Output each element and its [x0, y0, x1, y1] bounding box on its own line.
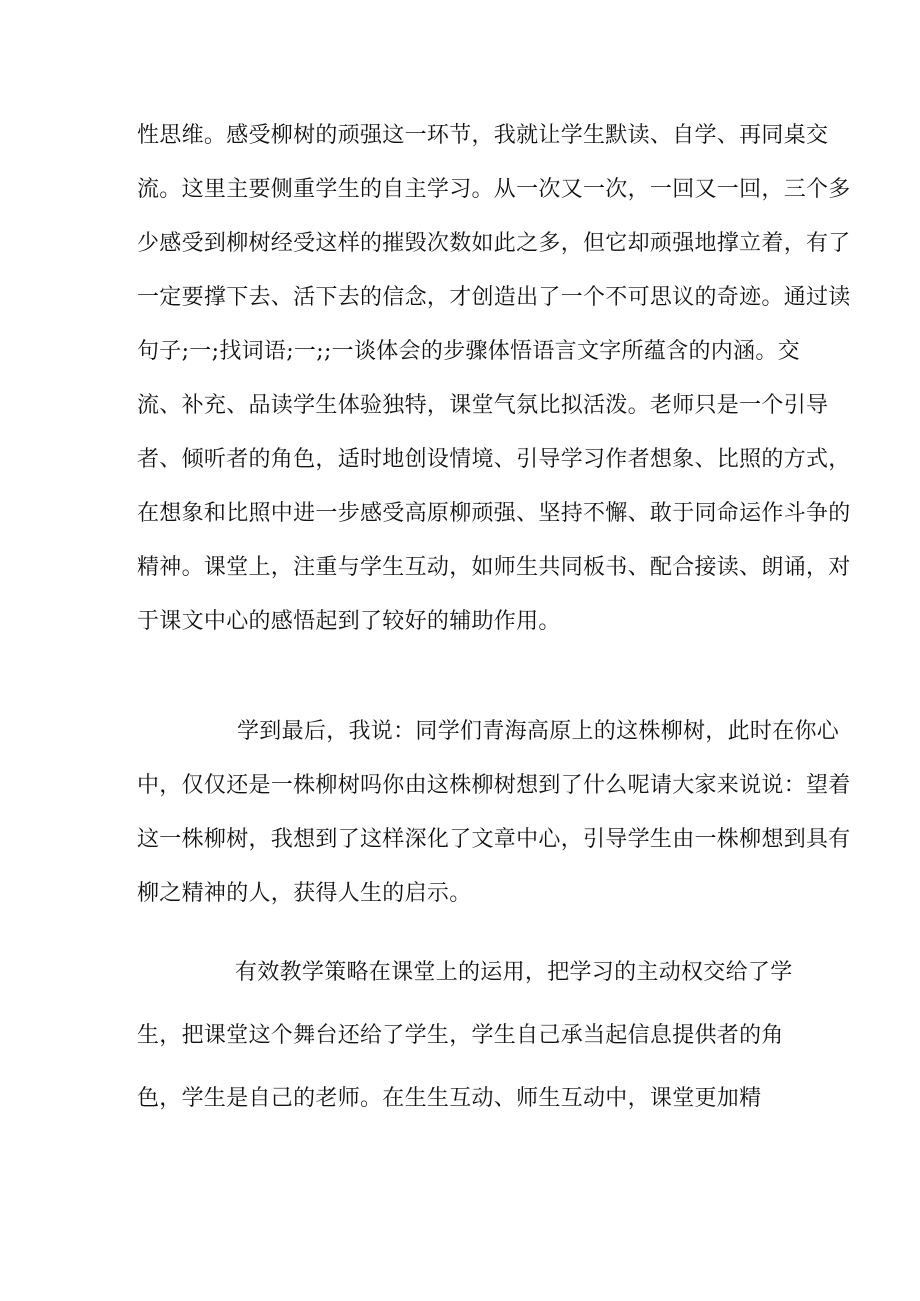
text-line: 这一株柳树，我想到了这样深化了文章中心，引导学生由一株柳想到具有	[137, 827, 851, 852]
text-line: 少感受到柳树经受这样的摧毁次数如此之多，但它却顽强地撑立着，有了	[137, 231, 851, 256]
text-line: 学到最后，我说：同学们青海高原上的这株柳树，此时在你心	[237, 719, 840, 744]
text-line: 柳之精神的人，获得人生的启示。	[137, 881, 472, 906]
text-line: 在想象和比照中进一步感受高原柳顽强、坚持不懈、敢于同命运作斗争的	[137, 501, 851, 526]
text-line: 者、倾听者的角色，适时地创设情境、引导学习作者想象、比照的方式，	[137, 447, 851, 472]
text-line: 生，把课堂这个舞台还给了学生，学生自己承当起信息提供者的角	[137, 1023, 784, 1048]
text-line: 于课文中心的感悟起到了较好的辅助作用。	[137, 609, 561, 634]
text-line: 色，学生是自己的老师。在生生互动、师生互动中，课堂更加精	[137, 1086, 762, 1111]
text-line: 性思维。感受柳树的顽强这一环节，我就让学生默读、自学、再同桌交	[137, 123, 829, 148]
text-line: 有效教学策略在课堂上的运用，把学习的主动权交给了学	[235, 960, 793, 985]
text-line: 精神。课堂上，注重与学生互动，如师生共同板书、配合接读、朗诵，对	[137, 555, 851, 580]
text-line: 一定要撑下去、活下去的信念，才创造出了一个不可思议的奇迹。通过读	[137, 285, 851, 310]
text-line: 句子;一;找词语;一;;一谈体会的步骤体悟语言文字所蕴含的内涵。交	[137, 339, 800, 364]
text-line: 中，仅仅还是一株柳树吗你由这株柳树想到了什么呢请大家来说说：望着	[137, 773, 851, 798]
text-line: 流、补充、品读学生体验独特，课堂气氛比拟活泼。老师只是一个引导	[137, 393, 829, 418]
text-line: 流。这里主要侧重学生的自主学习。从一次又一次，一回又一回，三个多	[137, 177, 851, 202]
